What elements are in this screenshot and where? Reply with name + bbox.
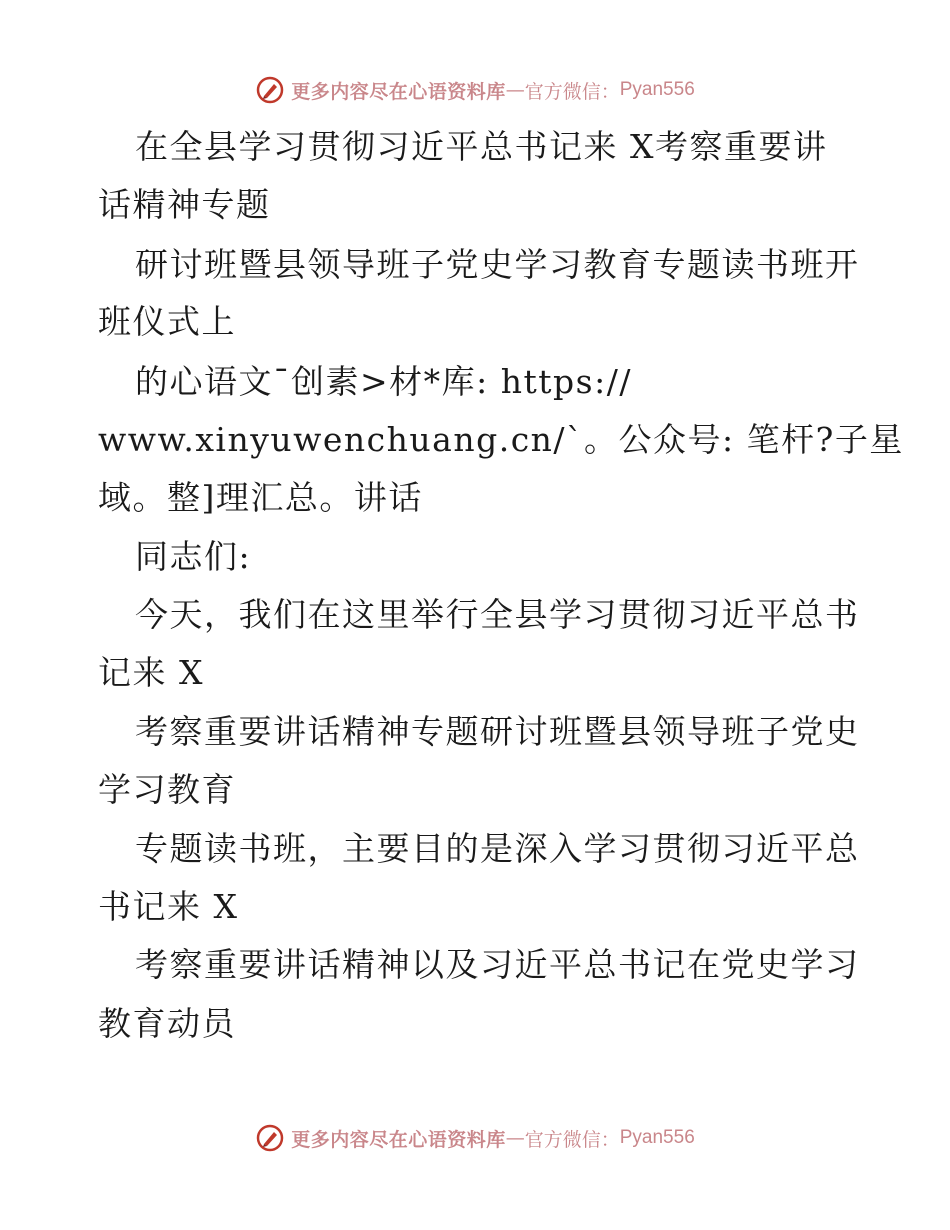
text-line-1: 在全县学习贯彻习近平总书记来 X考察重要讲: [135, 127, 828, 166]
banner-main-text: 更多内容尽在心语资料库: [291, 1128, 506, 1151]
banner-main-text: 更多内容尽在心语资料库: [291, 80, 506, 103]
text-line-4: 班仪式上: [98, 302, 236, 341]
text-line-6: www.xinyuwenchuang.cn/`。公众号: 笔杆?子星: [98, 420, 904, 459]
text-line-2: 话精神专题: [98, 185, 271, 224]
text-line-11: 考察重要讲话精神专题研讨班暨县领导班子党史: [135, 712, 860, 751]
text-line-10: 记来 X: [98, 653, 204, 692]
text-line-16: 教育动员: [98, 1004, 236, 1043]
pen-logo-icon: [255, 1123, 285, 1153]
banner-separator: —: [505, 79, 525, 101]
text-line-3: 研讨班暨县领导班子党史学习教育专题读书班开: [135, 245, 860, 284]
text-line-5: 的心语文¯创素>材*库: https://: [135, 362, 632, 401]
banner-separator: —: [505, 1127, 525, 1149]
text-line-14: 书记来 X: [98, 887, 239, 926]
pen-logo-icon: [255, 75, 285, 105]
text-line-9: 今天，我们在这里举行全县学习贯彻习近平总书: [135, 595, 860, 634]
header-banner: [0, 70, 950, 110]
banner-wechat-label: 官方微信：: [524, 80, 620, 103]
banner-wechat-id: Pyan556: [619, 1127, 695, 1148]
text-line-15: 考察重要讲话精神以及习近平总书记在党史学习: [135, 945, 860, 984]
footer-banner: [0, 1118, 950, 1158]
text-line-7: 域。整]理汇总。讲话: [98, 478, 423, 517]
text-line-13: 专题读书班，主要目的是深入学习贯彻习近平总: [135, 829, 860, 868]
banner-wechat-id: Pyan556: [619, 79, 695, 100]
banner-wechat-label: 官方微信：: [524, 1128, 620, 1151]
text-line-12: 学习教育: [98, 770, 236, 809]
text-line-8: 同志们:: [135, 537, 252, 576]
